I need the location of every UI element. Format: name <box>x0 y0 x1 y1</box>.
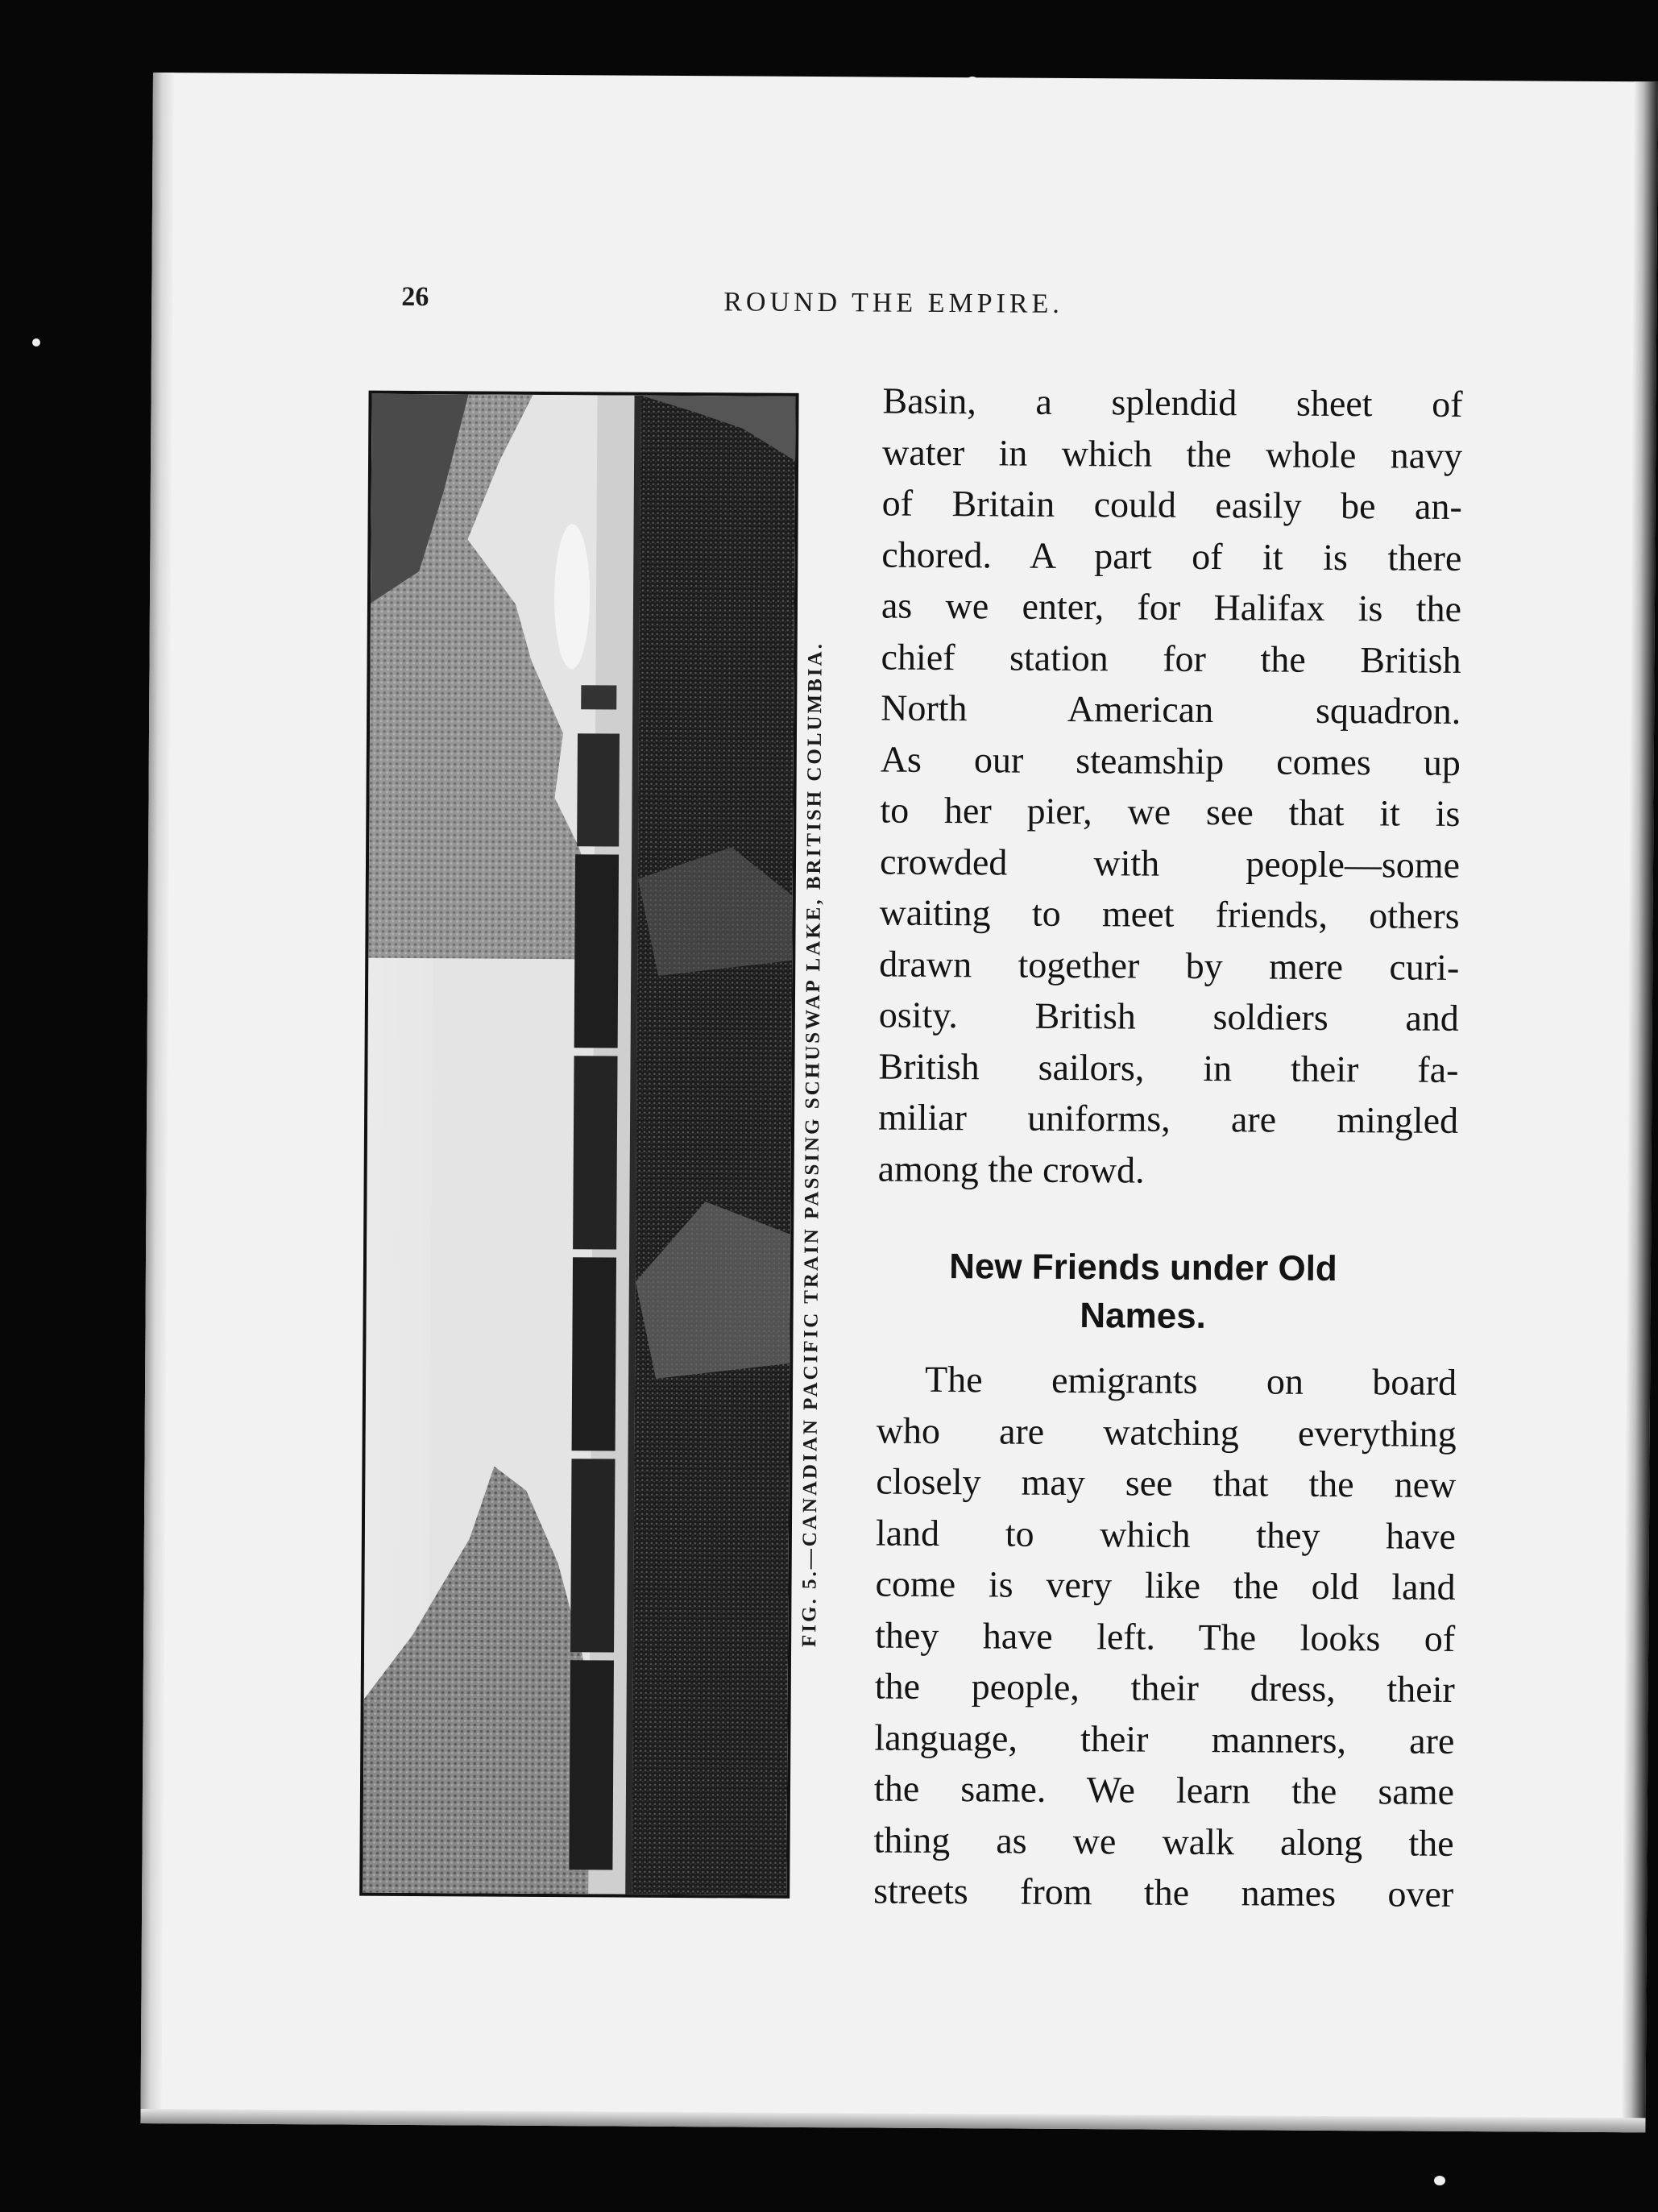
text-line: among the crowd. <box>877 1148 1145 1191</box>
text-line: drawn together by mere curi- <box>879 943 1460 988</box>
figure-photograph <box>359 391 798 1899</box>
paragraph-1 <box>878 376 1463 1197</box>
text-line: streets from the names over <box>873 1870 1454 1915</box>
text-line: chief station for the British <box>881 636 1461 681</box>
text-line: miliar uniforms, are mingled <box>877 1096 1459 1141</box>
running-head: ROUND THE EMPIRE. <box>723 287 1063 319</box>
page-bottom-edge <box>140 2109 1645 2132</box>
text-line: osity. British soldiers and <box>878 994 1460 1039</box>
text-line: waiting to meet friends, others <box>879 891 1460 936</box>
text-line: closely may see that the new <box>876 1460 1457 1505</box>
text-line: as we enter, for Halifax is the <box>881 584 1462 629</box>
train-lake-photo <box>363 394 795 1895</box>
section-heading <box>877 1243 1409 1343</box>
text-line: As our steamship comes up <box>880 738 1461 783</box>
page-number: 26 <box>401 281 429 313</box>
text-line: the same. We learn the same <box>873 1767 1455 1812</box>
paragraph-2 <box>873 1354 1457 1920</box>
page-right-edge <box>1621 81 1658 2132</box>
body-text-column <box>873 376 1463 1920</box>
heading-line: New Friends under Old <box>949 1247 1337 1289</box>
text-line: come is very like the old land <box>875 1563 1456 1608</box>
text-line: British sailors, in their fa- <box>878 1045 1459 1090</box>
text-line: the people, their dress, their <box>874 1665 1455 1710</box>
text-line: language, their manners, are <box>874 1716 1455 1762</box>
text-line: they have left. The looks of <box>875 1614 1456 1659</box>
text-line: chored. A part of it is there <box>881 533 1462 579</box>
dust-speck <box>32 338 40 347</box>
dust-speck <box>1434 2176 1445 2185</box>
text-line: who are watching everything <box>876 1409 1457 1455</box>
page-header <box>401 282 1368 336</box>
book-page <box>140 73 1658 2132</box>
figure-caption-column <box>780 395 845 1894</box>
text-line: Basin, a splendid sheet of <box>882 380 1463 425</box>
text-line: land to which they have <box>875 1512 1457 1557</box>
text-line: thing as we walk along the <box>873 1819 1454 1864</box>
text-line: North American squadron. <box>881 687 1461 732</box>
heading-line: Names. <box>1080 1296 1207 1337</box>
figure-caption: FIG. 5.—CANADIAN PACIFIC TRAIN PASSING SCHUSWAP LAKE, BRITISH COLUMBIA. <box>798 641 827 1648</box>
text-line: crowded with people—some <box>879 840 1461 886</box>
page-binding <box>140 73 174 2123</box>
text-line: The emigrants on board <box>924 1358 1457 1403</box>
text-line: to her pier, we see that it is <box>880 789 1461 834</box>
text-line: water in which the whole navy <box>881 431 1463 476</box>
text-line: of Britain could easily be an- <box>881 482 1462 527</box>
